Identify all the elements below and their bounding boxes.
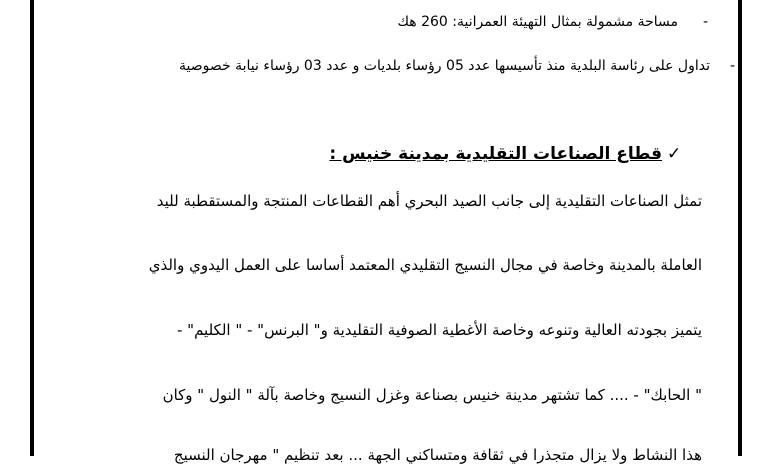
checkmark-icon: ✓ (667, 144, 682, 164)
paragraph-line: تمثل الصناعات التقليدية إلى جانب الصيد البحري أهم القطاعات المنتجة والمستقطبة لليد (156, 192, 702, 210)
paragraph-line: هذا النشاط ولا يزال متجذرا في ثقافة ومتساكني الجهة ... بعد تنظيم " مهرجان النسيج (173, 446, 702, 464)
bullet-dash: - (730, 58, 736, 74)
paragraph-line: يتميز بجودته العالية وتنوعه وخاصة الأغطية الصوفية التقليدية و" البرنس" - " الكليم" - (176, 321, 702, 339)
bullet-item: مساحة مشمولة بمثال التهيئة العمرانية: 260 هك (397, 14, 678, 30)
bullet-dash: - (703, 14, 709, 30)
section-heading: قطاع الصناعات التقليدية بمدينة خنيس : (329, 144, 662, 164)
page-border-right (738, 0, 742, 456)
paragraph-line: العاملة بالمدينة وخاصة في مجال النسيج التقليدي المعتمد أساسا على العمل اليدوي والذي (148, 256, 702, 274)
page-border-left (30, 0, 34, 456)
paragraph-line: " الحابك" - .... كما تشتهر مدينة خنيس بصناعة وغزل النسيج وخاصة بآلة " النول " وكان (162, 386, 702, 404)
bullet-item: تداول على رئاسة البلدية منذ تأسيسها عدد 05 رؤساء بلديات و عدد 03 رؤساء نيابة خصوصية (179, 58, 710, 74)
